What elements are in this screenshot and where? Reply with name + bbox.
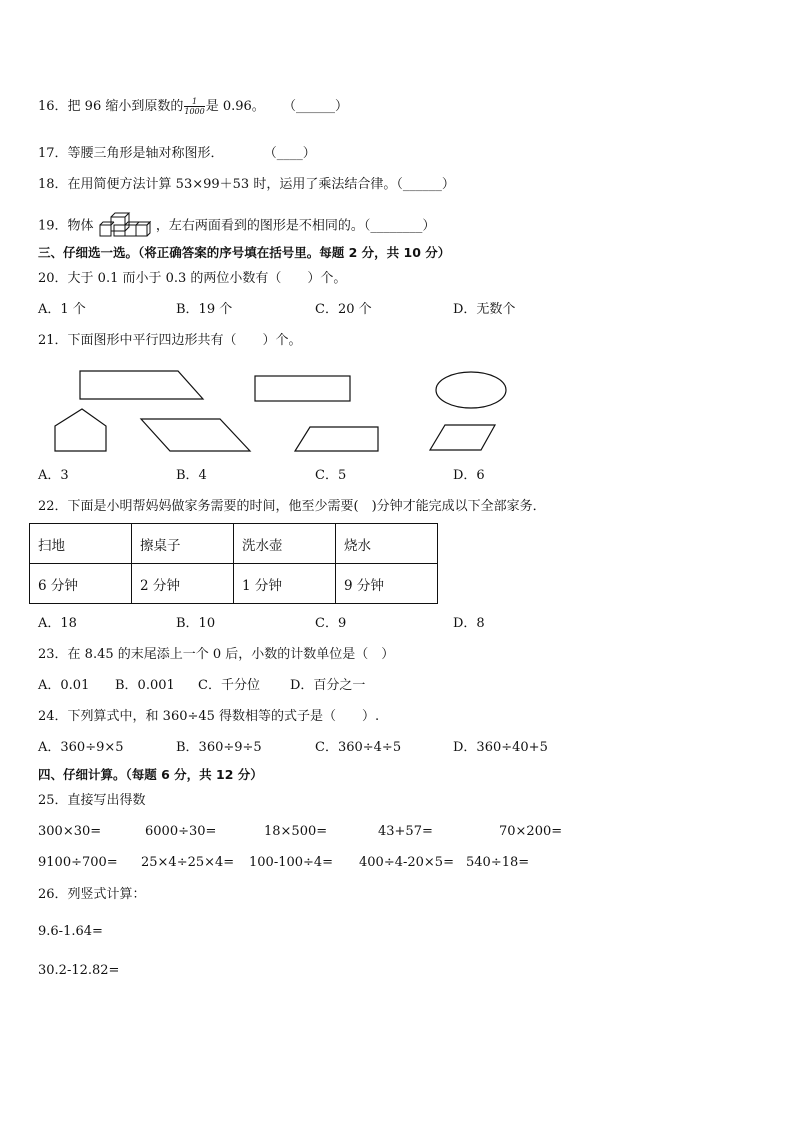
q17-text: 17．等腰三角形是轴对称图形．	[38, 146, 224, 161]
table-row-times	[30, 564, 438, 604]
q16-text-post: 是 0.96。	[205, 99, 265, 114]
table-row-header	[30, 524, 438, 564]
calc-item[interactable]: 100-100÷4=	[249, 855, 334, 870]
question-23: 23．在 8.45 的末尾添上一个 0 后，小数的计数单位是（ ）	[38, 647, 395, 662]
calc-item[interactable]: 9100÷700=	[38, 855, 118, 870]
q23-option-a[interactable]: A．0.01	[38, 678, 90, 693]
trapezoid-shape	[80, 371, 203, 399]
q24-option-b[interactable]: B．360÷9÷5	[176, 740, 262, 755]
section-3-heading: 三、仔细选一选。（将正确答案的序号填在括号里。每题 2 分，共 10 分）	[38, 245, 451, 260]
table-cell: 烧水	[336, 524, 438, 564]
q20-option-c[interactable]: C．20 个	[315, 302, 372, 317]
q21-option-c[interactable]: C．5	[315, 468, 347, 483]
calc-item[interactable]: 6000÷30=	[145, 824, 217, 839]
q16-answer-blank[interactable]: （______）	[282, 99, 348, 114]
question-21: 21．下面图形中平行四边形共有（ ）个。	[38, 333, 302, 348]
vertical-calc-item[interactable]: 9.6-1.64=	[38, 924, 103, 939]
ellipse-shape	[436, 372, 506, 408]
table-cell: 6 分钟	[30, 564, 132, 604]
table-cell: 扫地	[30, 524, 132, 564]
q20-option-d[interactable]: D．无数个	[453, 302, 516, 317]
q22-option-d[interactable]: D．8	[453, 616, 485, 631]
table-cell: 9 分钟	[336, 564, 438, 604]
q22-option-b[interactable]: B．10	[176, 616, 216, 631]
table-cell: 1 分钟	[234, 564, 336, 604]
calc-item[interactable]: 18×500=	[264, 824, 328, 839]
question-22: 22．下面是小明帮妈妈做家务需要的时间，他至少需要( )分钟才能完成以下全部家务．	[38, 499, 546, 514]
q20-option-b[interactable]: B．19 个	[176, 302, 233, 317]
vertical-calc-item[interactable]: 30.2-12.82=	[38, 963, 120, 978]
chores-table	[29, 523, 438, 604]
q24-option-a[interactable]: A．360÷9×5	[38, 740, 124, 755]
calc-item[interactable]: 25×4÷25×4=	[141, 855, 235, 870]
q20-option-a[interactable]: A．1 个	[38, 302, 86, 317]
question-24: 24．下列算式中，和 360÷45 得数相等的式子是（ ）.	[38, 709, 380, 724]
q19-text-pre: 19．物体	[38, 218, 94, 234]
calc-item[interactable]: 43+57=	[378, 824, 433, 839]
section-4-heading: 四、仔细计算。（每题 6 分，共 12 分）	[38, 767, 263, 782]
q21-option-d[interactable]: D．6	[453, 468, 485, 483]
q21-option-a[interactable]: A．3	[38, 468, 69, 483]
parallelogram-shape-3	[430, 425, 495, 450]
q18-text[interactable]: 18．在用简便方法计算 53×99＋53 时，运用了乘法结合律。（______）	[38, 177, 455, 192]
calc-item[interactable]: 400÷4-20×5=	[359, 855, 454, 870]
calc-item[interactable]: 540÷18=	[466, 855, 530, 870]
q24-option-c[interactable]: C．360÷4÷5	[315, 740, 402, 755]
q19-text-post: ，左右两面看到的图形是不相同的。（________）	[155, 218, 436, 234]
question-20: 20．大于 0.1 而小于 0.3 的两位小数有（ ）个。	[38, 271, 347, 286]
pentagon-shape	[55, 409, 106, 451]
parallelogram-shape-1	[141, 419, 250, 451]
q23-option-c[interactable]: C．千分位	[198, 678, 260, 693]
q16-frac-num: 1	[184, 97, 204, 107]
q23-option-b[interactable]: B．0.001	[115, 678, 175, 693]
q22-option-c[interactable]: C．9	[315, 616, 347, 631]
rectangle-shape	[255, 376, 350, 401]
q16-text-pre: 16．把 96 缩小到原数的	[38, 99, 184, 114]
table-cell: 洗水壶	[234, 524, 336, 564]
table-cell: 2 分钟	[132, 564, 234, 604]
q16-frac-den: 1000	[184, 107, 205, 116]
parallelogram-shape-2	[295, 427, 378, 451]
q24-option-d[interactable]: D．360÷40+5	[453, 740, 548, 755]
q23-option-d[interactable]: D．百分之一	[290, 678, 366, 693]
calc-item[interactable]: 70×200=	[499, 824, 563, 839]
table-cell: 擦桌子	[132, 524, 234, 564]
q21-option-b[interactable]: B．4	[176, 468, 207, 483]
q21-shapes-figure	[0, 0, 794, 470]
question-25: 25．直接写出得数	[38, 793, 146, 808]
question-26: 26．列竖式计算：	[38, 887, 146, 902]
q17-answer-blank[interactable]: （____）	[263, 146, 316, 161]
q22-option-a[interactable]: A．18	[38, 616, 77, 631]
calc-item[interactable]: 300×30=	[38, 824, 102, 839]
